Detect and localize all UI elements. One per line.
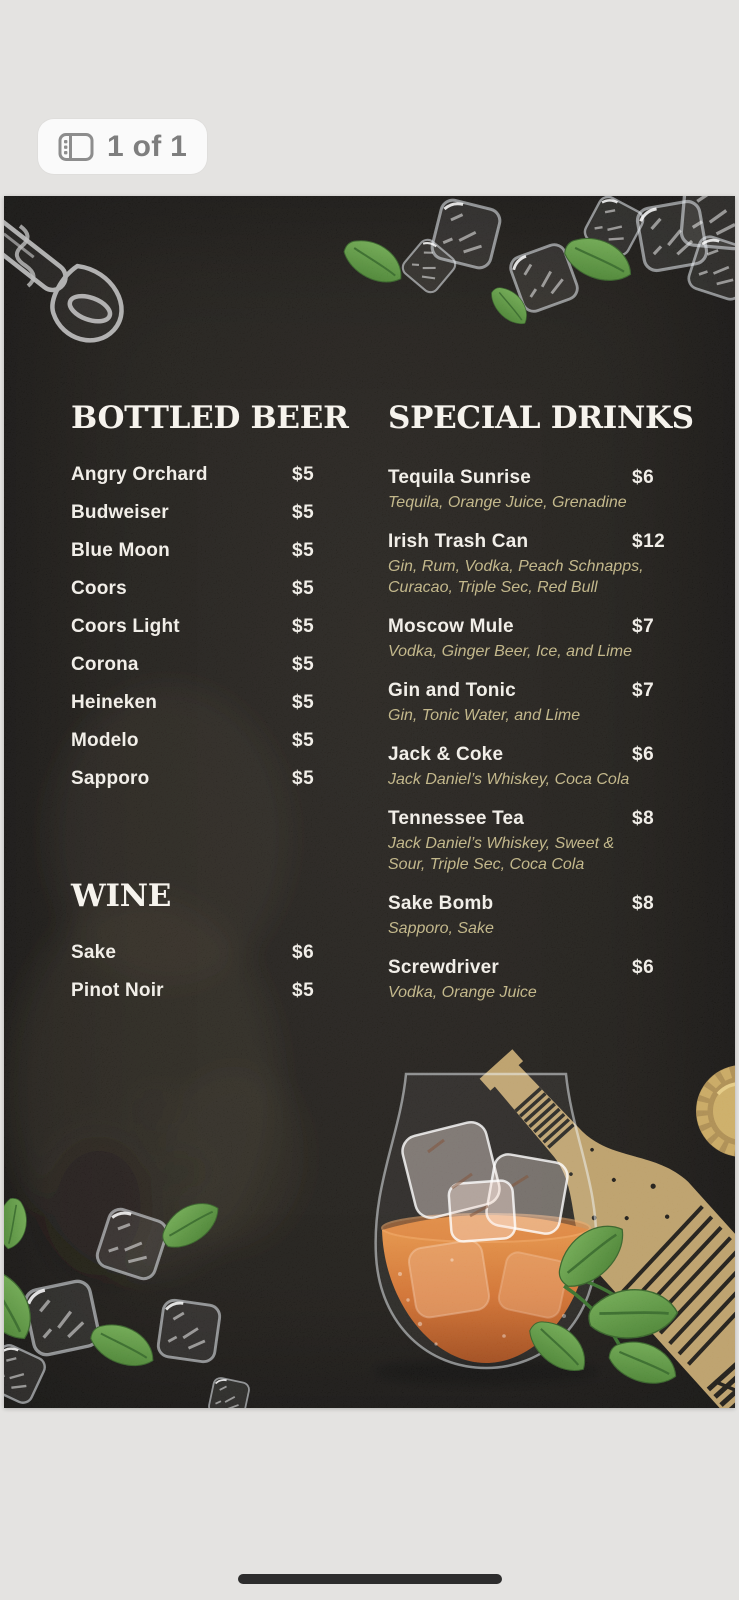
- menu-item-block: [388, 679, 694, 726]
- item-price: $5: [292, 692, 315, 713]
- item-name: Heineken: [71, 692, 158, 713]
- item-price: $7: [632, 680, 655, 701]
- item-name: Corona: [71, 654, 139, 675]
- item-price: $5: [292, 768, 315, 789]
- menu-item-row: [71, 540, 354, 561]
- menu-item-row: [71, 616, 354, 637]
- section-title-special-drinks: SPECIAL DRINKS: [388, 400, 694, 436]
- item-ingredients: Tequila, Orange Juice, Grenadine: [388, 494, 627, 511]
- menu-item-row: [71, 768, 354, 789]
- menu-item-block: [388, 615, 694, 662]
- item-price: $5: [292, 654, 315, 675]
- menu-item-block: [388, 530, 694, 598]
- item-ingredients: Gin, Rum, Vodka, Peach Schnapps, Curacao, Triple Sec, Red Bull: [388, 558, 644, 596]
- item-name: Gin and Tonic: [388, 680, 516, 701]
- item-price: $6: [292, 942, 315, 963]
- item-price: $6: [632, 467, 655, 488]
- item-name: Coors: [71, 578, 127, 599]
- menu-item-block: [388, 892, 694, 939]
- item-name: Sapporo: [71, 768, 150, 789]
- section-title-wine: WINE: [71, 878, 172, 914]
- item-price: $5: [292, 730, 315, 751]
- section-title-bottled-beer: BOTTLED BEER: [71, 400, 349, 436]
- menu-item-row: [71, 692, 354, 713]
- menu-column-right: [388, 399, 694, 1020]
- item-name: Screwdriver: [388, 957, 499, 978]
- page-indicator-pill[interactable]: [38, 119, 207, 174]
- menu-item-block: [388, 466, 694, 513]
- item-price: $8: [632, 893, 655, 914]
- item-name: Tequila Sunrise: [388, 467, 532, 488]
- item-ingredients: Vodka, Ginger Beer, Ice, and Lime: [388, 643, 632, 660]
- item-name: Moscow Mule: [388, 616, 514, 637]
- item-ingredients: Jack Daniel’s Whiskey, Coca Cola: [388, 771, 630, 788]
- item-name: Budweiser: [71, 502, 169, 523]
- home-indicator[interactable]: [238, 1574, 502, 1584]
- item-name: Blue Moon: [71, 540, 170, 561]
- item-price: $5: [292, 464, 315, 485]
- menu-column-left: [71, 399, 354, 1018]
- item-name: Pinot Noir: [71, 980, 164, 1001]
- item-price: $7: [632, 616, 655, 637]
- item-name: Coors Light: [71, 616, 180, 637]
- item-name: Jack & Coke: [388, 744, 504, 765]
- menu-item-row: [71, 654, 354, 675]
- item-ingredients: Gin, Tonic Water, and Lime: [388, 707, 581, 724]
- menu-document[interactable]: [4, 196, 735, 1408]
- item-name: Modelo: [71, 730, 139, 751]
- menu-columns: [4, 196, 735, 1408]
- menu-item-row: [71, 578, 354, 599]
- menu-item-block: [388, 743, 694, 790]
- item-price: $5: [292, 502, 315, 523]
- menu-item-row: [71, 942, 354, 963]
- item-ingredients: Sapporo, Sake: [388, 920, 494, 937]
- item-price: $6: [632, 957, 655, 978]
- page-indicator-label: 1 of 1: [107, 129, 188, 163]
- thumbnails-sidebar-icon: [58, 132, 94, 162]
- menu-item-row: [71, 464, 354, 485]
- item-name: Sake: [71, 942, 117, 963]
- item-name: Angry Orchard: [71, 464, 208, 485]
- item-price: $5: [292, 616, 315, 637]
- item-name: Irish Trash Can: [388, 531, 529, 552]
- menu-item-block: [388, 807, 694, 875]
- item-name: Tennessee Tea: [388, 808, 525, 829]
- item-name: Sake Bomb: [388, 893, 494, 914]
- item-ingredients: Jack Daniel’s Whiskey, Sweet & Sour, Triple Sec, Coca Cola: [388, 835, 615, 873]
- item-price: $5: [292, 540, 315, 561]
- item-price: $12: [632, 531, 666, 552]
- item-price: $6: [632, 744, 655, 765]
- menu-item-row: [71, 730, 354, 751]
- item-price: $5: [292, 578, 315, 599]
- item-price: $5: [292, 980, 315, 1001]
- item-price: $8: [632, 808, 655, 829]
- menu-item-row: [71, 980, 354, 1001]
- menu-item-row: [71, 502, 354, 523]
- menu-item-block: [388, 956, 694, 1003]
- item-ingredients: Vodka, Orange Juice: [388, 984, 537, 1001]
